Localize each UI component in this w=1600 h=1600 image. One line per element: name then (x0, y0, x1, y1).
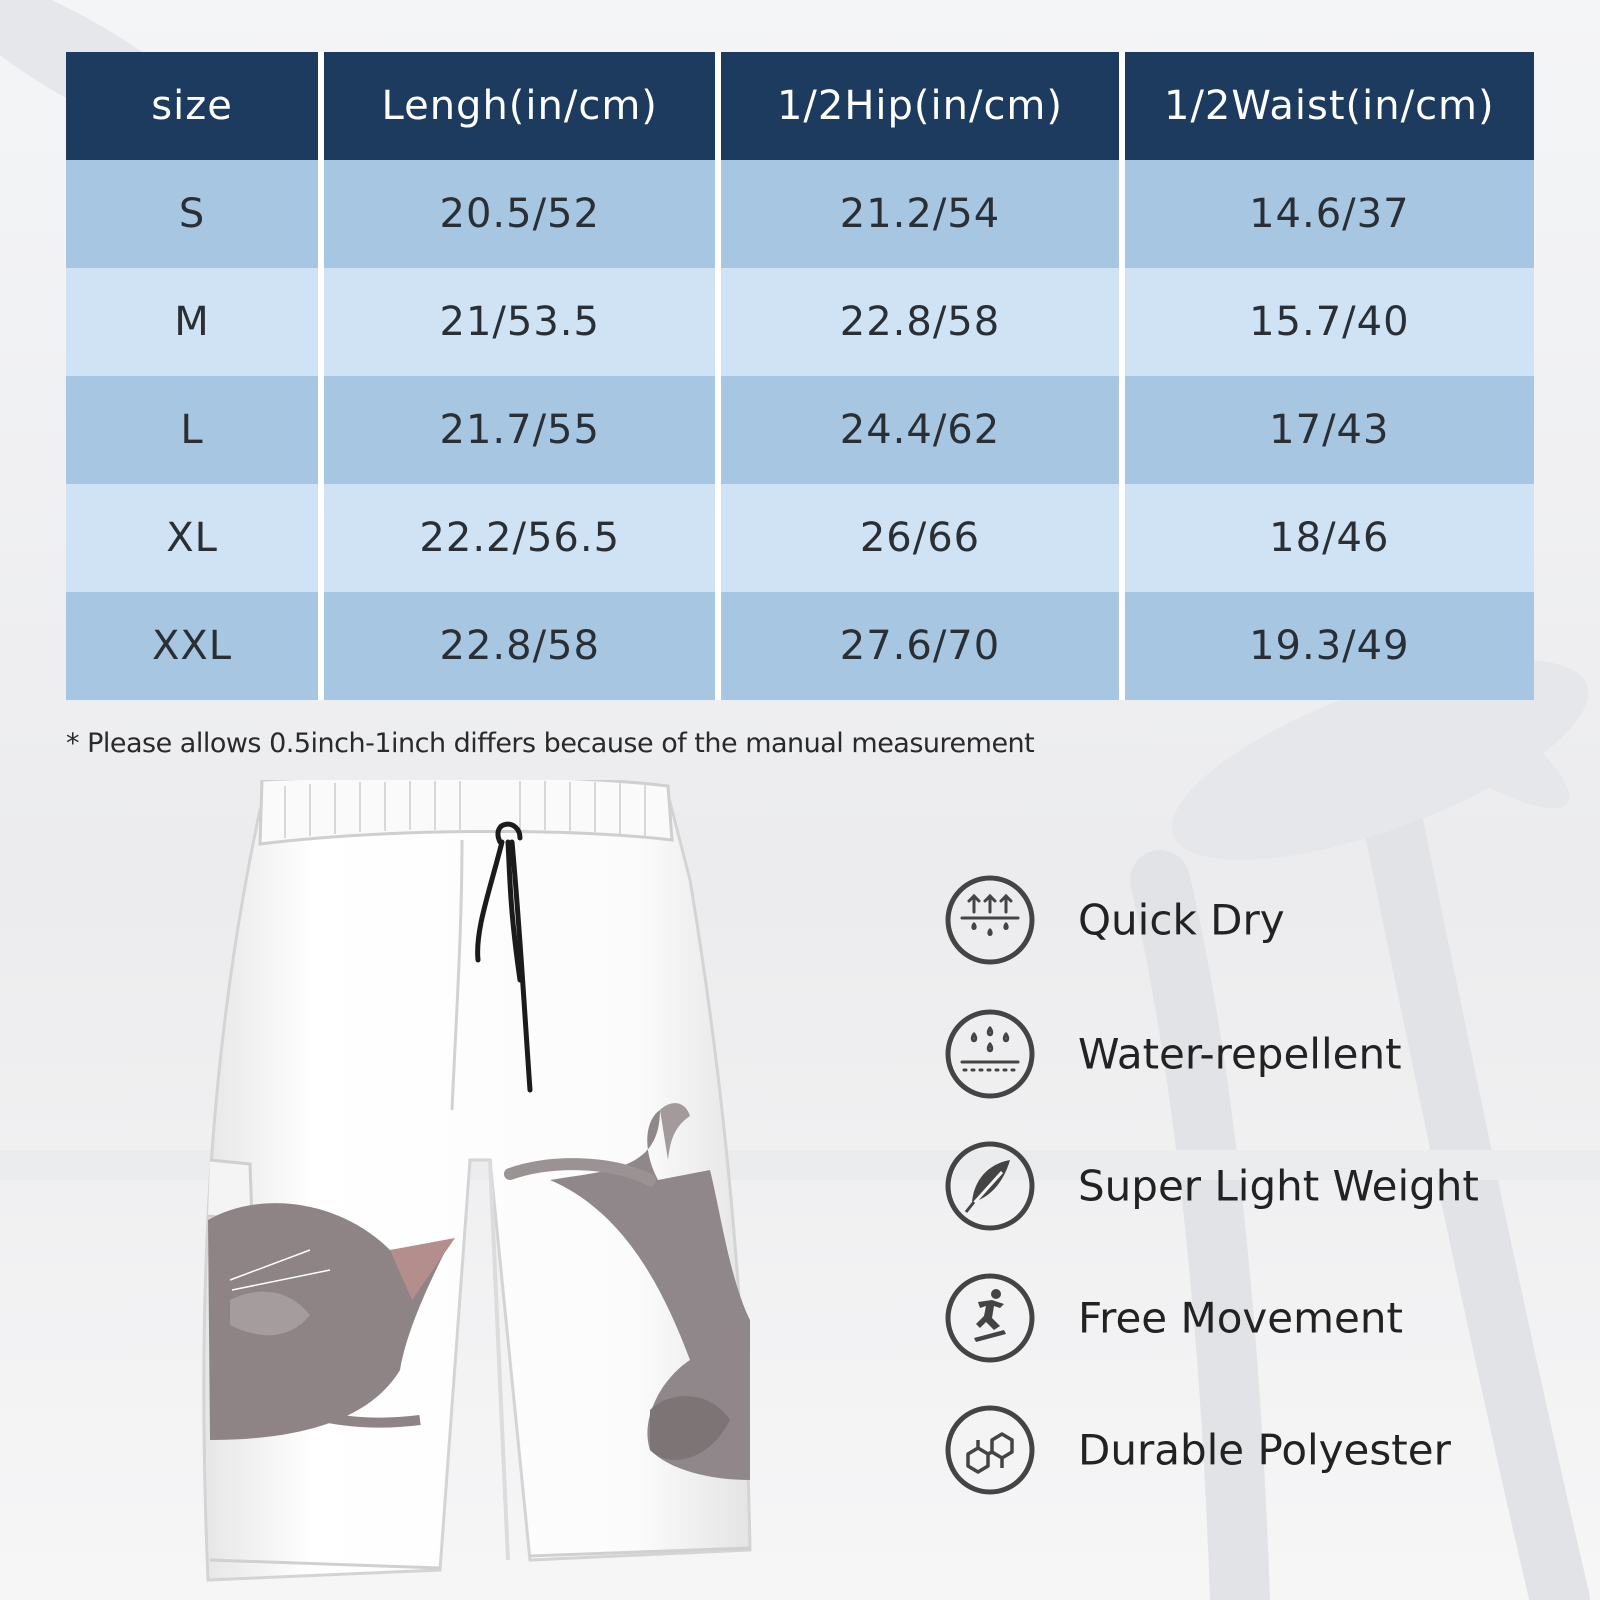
header-size: size (66, 52, 324, 160)
size-chart-table (66, 52, 1534, 700)
cell-length: 21/53.5 (324, 268, 721, 376)
skateboarder-icon (944, 1272, 1036, 1364)
measurement-note: * Please allows 0.5inch-1inch differs because of the manual measurement (66, 728, 1035, 759)
cell-length: 22.2/56.5 (324, 484, 721, 592)
cell-half-hip: 24.4/62 (721, 376, 1124, 484)
table-row (66, 376, 1534, 484)
header-length: Lengh(in/cm) (324, 52, 721, 160)
feature-label: Durable Polyester (1078, 1425, 1451, 1475)
cell-size: XXL (66, 592, 324, 700)
cell-length: 21.7/55 (324, 376, 721, 484)
feature-item (944, 1272, 1564, 1364)
feature-item (944, 1140, 1564, 1232)
cell-half-hip: 22.8/58 (721, 268, 1124, 376)
table-row (66, 268, 1534, 376)
header-half-hip: 1/2Hip(in/cm) (721, 52, 1124, 160)
water-repellent-icon (944, 1008, 1036, 1100)
table-row (66, 592, 1534, 700)
cell-half-waist: 14.6/37 (1125, 160, 1534, 268)
swim-shorts-image (190, 780, 770, 1590)
cell-half-hip: 26/66 (721, 484, 1124, 592)
table-row (66, 484, 1534, 592)
cell-half-hip: 21.2/54 (721, 160, 1124, 268)
feature-item (944, 1404, 1564, 1496)
header-half-waist: 1/2Waist(in/cm) (1125, 52, 1534, 160)
feature-label: Super Light Weight (1078, 1161, 1479, 1211)
molecule-icon (944, 1404, 1036, 1496)
cell-size: M (66, 268, 324, 376)
cell-half-waist: 18/46 (1125, 484, 1534, 592)
cell-half-waist: 15.7/40 (1125, 268, 1534, 376)
feature-label: Quick Dry (1078, 895, 1285, 945)
feature-item (944, 874, 1564, 966)
feature-label: Water-repellent (1078, 1029, 1402, 1079)
cell-half-waist: 17/43 (1125, 376, 1534, 484)
quick-dry-icon (944, 874, 1036, 966)
feather-icon (944, 1140, 1036, 1232)
size-chart-header-row (66, 52, 1534, 160)
cell-half-waist: 19.3/49 (1125, 592, 1534, 700)
cell-half-hip: 27.6/70 (721, 592, 1124, 700)
cell-length: 20.5/52 (324, 160, 721, 268)
feature-item (944, 1008, 1564, 1100)
cell-size: L (66, 376, 324, 484)
table-row (66, 160, 1534, 268)
cell-length: 22.8/58 (324, 592, 721, 700)
cell-size: XL (66, 484, 324, 592)
cell-size: S (66, 160, 324, 268)
feature-label: Free Movement (1078, 1293, 1403, 1343)
